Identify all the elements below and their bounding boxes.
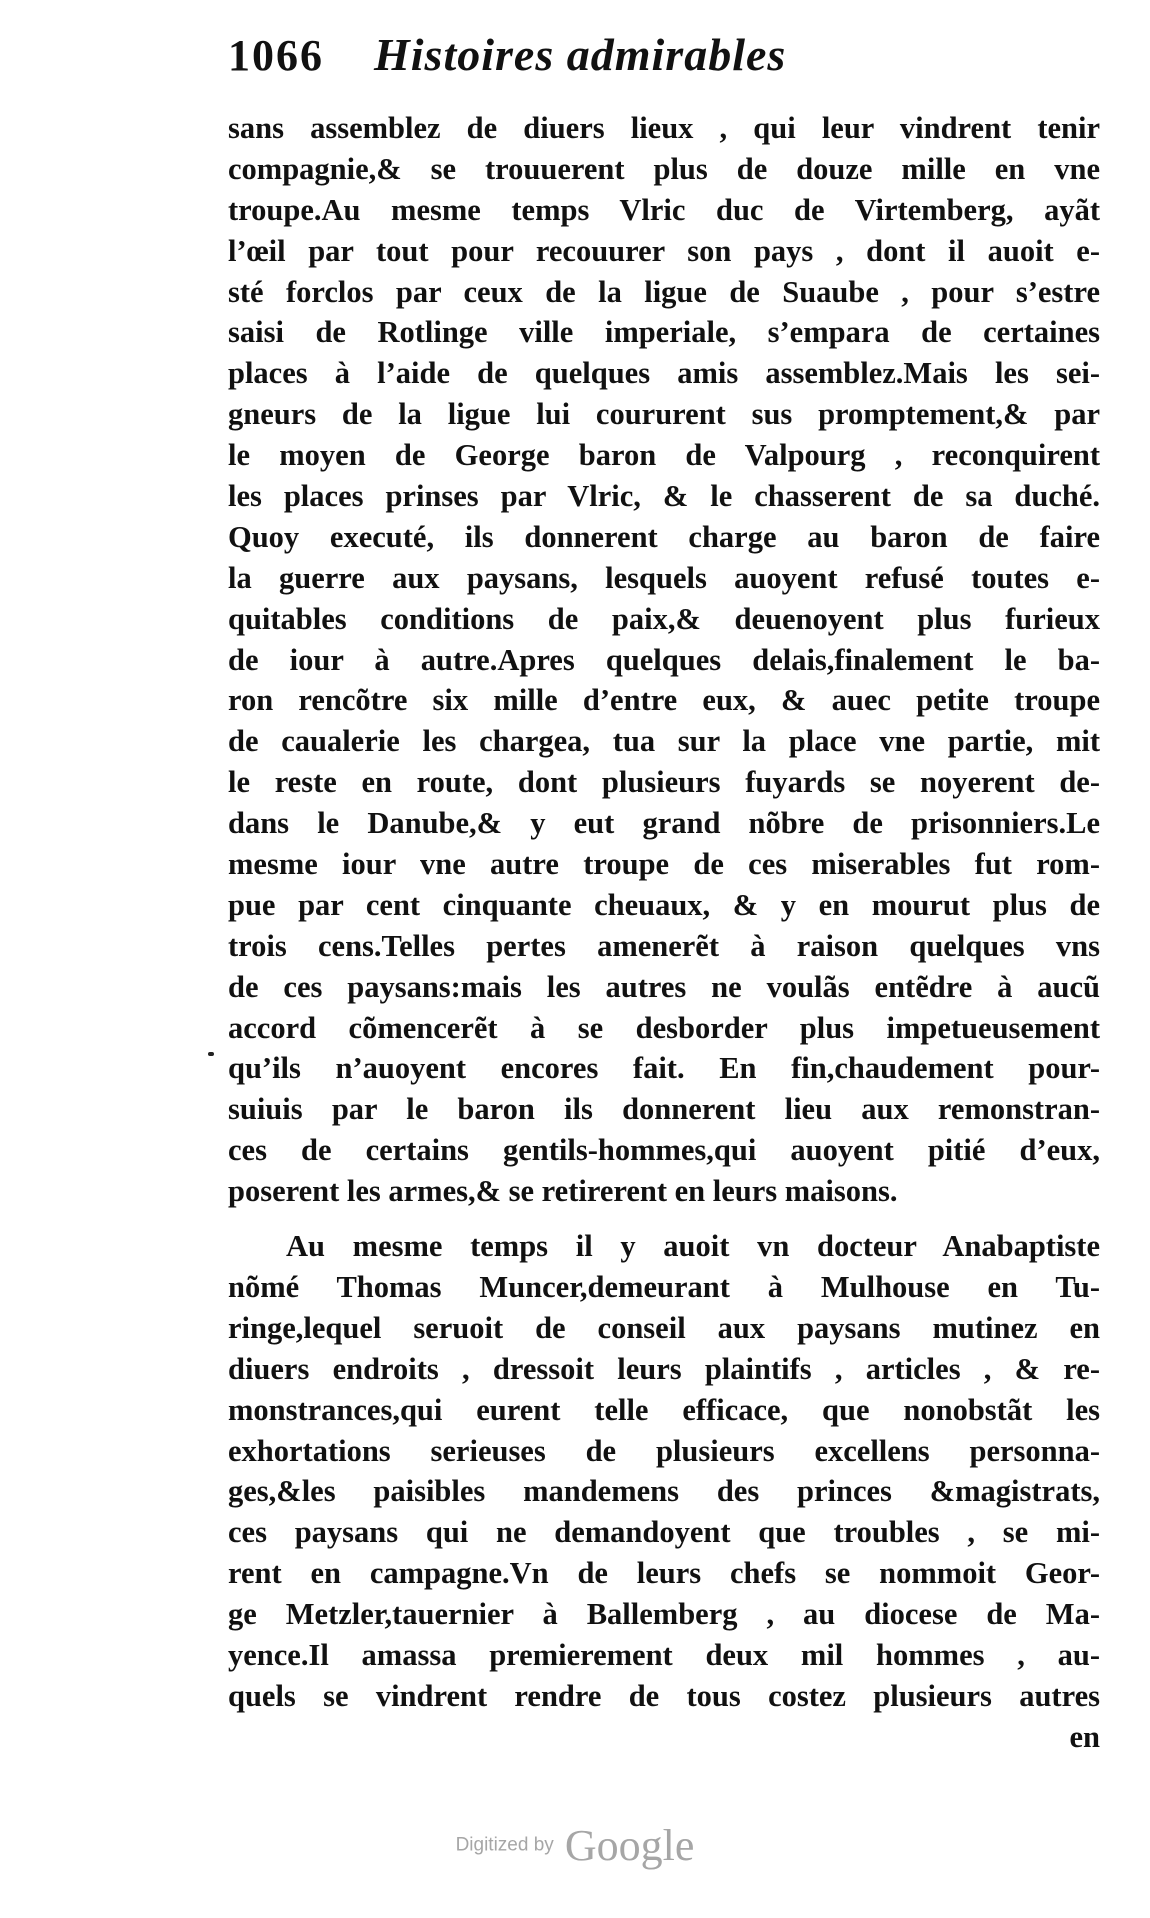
- text-line: monstrances,qui eurent telle efficace, que nonobstãt les: [228, 1392, 1100, 1427]
- text-line: qu’ils n’auoyent encores fait. En fin,chaudement pour-: [228, 1051, 1100, 1086]
- text-line: ces paysans qui ne demandoyent que troubles , se mi-: [228, 1515, 1100, 1550]
- ink-mark: [208, 1052, 214, 1056]
- text-line: de iour à autre.Apres quelques delais,finalement le ba-: [228, 642, 1100, 677]
- text-line: mesme iour vne autre troupe de ces miserables fut rom-: [228, 847, 1100, 882]
- text-line: nõmé Thomas Muncer,demeurant à Mulhouse en Tu-: [228, 1269, 1100, 1304]
- text-line: accord cõmencerẽt à se desborder plus impetueusement: [228, 1010, 1100, 1045]
- text-line: exhortations serieuses de plusieurs excellens personna-: [228, 1433, 1100, 1468]
- text-line: pue par cent cinquante cheuaux, & y en mourut plus de: [228, 887, 1100, 922]
- digitization-watermark: [0, 1820, 1150, 1871]
- text-line: ges,&les paisibles mandemens des princes &magistrats,: [228, 1474, 1100, 1509]
- watermark-brand: Google: [564, 1821, 695, 1870]
- text-line: l’œil par tout pour recouurer son pays , dont il auoit e-: [228, 233, 1100, 268]
- page-number: 1066: [228, 31, 324, 80]
- text-line: diuers endroits , dressoit leurs plaintifs , articles , & re-: [228, 1351, 1100, 1386]
- text-line: de ces paysans:mais les autres ne voulãs entẽdre à aucũ: [228, 969, 1100, 1004]
- text-line: troupe.Au mesme temps Vlric duc de Virtemberg, ayãt: [228, 192, 1100, 227]
- text-line: de caualerie les chargea, tua sur la place vne partie, mit: [228, 724, 1100, 759]
- text-line: la guerre aux paysans, lesquels auoyent refusé toutes e-: [228, 560, 1100, 595]
- text-line: Quoy executé, ils donnerent charge au baron de faire: [228, 519, 1100, 554]
- text-line: dans le Danube,& y eut grand nõbre de prisonniers.Le: [228, 806, 1100, 841]
- catchword: en: [1069, 1719, 1100, 1754]
- paragraph-gap: [228, 1212, 1100, 1226]
- text-line: gneurs de la ligue lui coururent sus promptement,& par: [228, 397, 1100, 432]
- text-line: ringe,lequel seruoit de conseil aux paysans mutinez en: [228, 1310, 1100, 1345]
- text-line: le reste en route, dont plusieurs fuyards se noyerent de-: [228, 765, 1100, 800]
- text-line: Au mesme temps il y auoit vn docteur Anabaptiste: [286, 1229, 1100, 1264]
- text-line: places à l’aide de quelques amis assemblez.Mais les sei-: [228, 356, 1100, 391]
- text-line: quels se vindrent rendre de tous costez plusieurs autres: [228, 1678, 1100, 1713]
- text-line: rent en campagne.Vn de leurs chefs se nommoit Geor-: [228, 1556, 1100, 1591]
- text-block: [228, 108, 1100, 1758]
- text-line: poserent les armes,& se retirerent en leurs maisons.: [228, 1174, 898, 1209]
- text-line: ces de certains gentils-hommes,qui auoyent pitié d’eux,: [228, 1133, 1100, 1168]
- watermark-prefix: Digitized by: [455, 1834, 554, 1856]
- text-line: saisi de Rotlinge ville imperiale, s’empara de certaines: [228, 315, 1100, 350]
- text-line: compagnie,& se trouuerent plus de douze mille en vne: [228, 151, 1100, 186]
- running-title: Histoires admirables: [374, 29, 787, 80]
- running-head: [228, 28, 868, 98]
- text-line: sté forclos par ceux de la ligue de Suaube , pour s’estre: [228, 274, 1100, 309]
- text-line: ge Metzler,tauernier à Ballemberg , au diocese de Ma-: [228, 1597, 1100, 1632]
- text-line: quitables conditions de paix,& deuenoyent plus furieux: [228, 601, 1100, 636]
- text-line: suiuis par le baron ils donnerent lieu aux remonstran-: [228, 1092, 1100, 1127]
- text-line: le moyen de George baron de Valpourg , reconquirent: [228, 438, 1100, 473]
- text-line: ron rencõtre six mille d’entre eux, & auec petite troupe: [228, 683, 1100, 718]
- text-line: les places prinses par Vlric, & le chasserent de sa duché.: [228, 479, 1100, 514]
- text-line: yence.Il amassa premierement deux mil hommes , au-: [228, 1637, 1100, 1672]
- text-line: sans assemblez de diuers lieux , qui leur vindrent tenir: [228, 111, 1100, 145]
- text-line: trois cens.Telles pertes amenerẽt à raison quelques vns: [228, 928, 1100, 963]
